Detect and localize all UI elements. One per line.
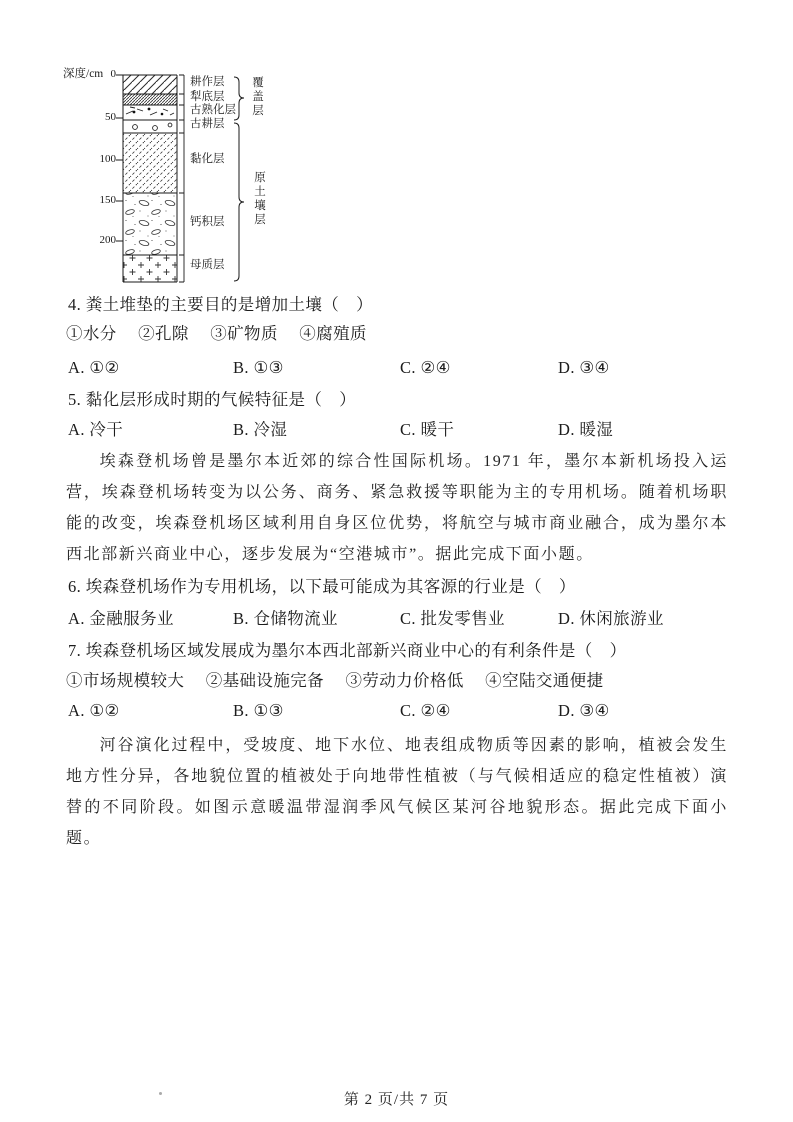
layer-label-plow-pan: 犁底层	[190, 91, 225, 103]
layer-label-calcic: 钙积层	[190, 216, 225, 228]
q4-option-b: B. ①③	[233, 358, 284, 377]
soil-profile-figure	[60, 58, 300, 292]
q4-option-a: A. ①②	[68, 358, 120, 377]
depth-tick-150: 150	[99, 194, 116, 206]
q7-option-d: D. ③④	[558, 701, 610, 720]
question-5-stem: 5. 黏化层形成时期的气候特征是（ ）	[68, 390, 357, 409]
layer-label-cultivated: 耕作层	[190, 76, 225, 88]
q4-option-d: D. ③④	[558, 358, 610, 377]
question-6-stem: 6. 埃森登机场作为专用机场，以下最可能成为其客源的行业是（ ）	[68, 577, 576, 596]
q7-option-a: A. ①②	[68, 701, 120, 720]
q5-option-a: A. 冷干	[68, 420, 124, 439]
page-number-footer: 第 2 页/共 7 页	[343, 1092, 450, 1108]
layer-rect-calcic	[123, 193, 177, 255]
original-soil-brace	[234, 123, 244, 281]
layer-label-parent-material: 母质层	[190, 259, 225, 271]
question-6-options	[68, 609, 728, 629]
depth-tick-50: 50	[105, 111, 116, 123]
group-label-cover-layer: 覆盖层	[251, 76, 263, 118]
label-rail	[179, 75, 184, 282]
group-label-original-soil: 原土壤层	[253, 171, 265, 227]
layer-label-ancient-cultivated: 古耕层	[190, 118, 225, 130]
q7-option-b: B. ①③	[233, 701, 284, 720]
layer-rect-cultivated	[123, 75, 177, 94]
depth-axis-label: 深度/cm	[63, 68, 104, 80]
material-airport-passage: 埃森登机场曾是墨尔本近郊的综合性国际机场。1971 年，墨尔本新机场投入运营，埃森登机场转变为以公务、商务、紧急救援等职能为主的专用机场。随着机场职能的改变，埃森登机场区域利用自身区位优势，将航空与城市商业融合，成为墨尔本西北部新兴商业中心，逐步发展为“空港城市”。据此完成下面小题。	[66, 453, 728, 563]
q5-option-d: D. 暖湿	[558, 420, 614, 439]
question-7-options	[68, 701, 728, 721]
depth-tick-100: 100	[99, 153, 116, 165]
depth-ticks	[116, 75, 123, 241]
layer-rect-plow-pan	[123, 94, 177, 105]
question-4-sub-items: ①水分 ②孔隙 ③矿物质 ④腐殖质	[66, 324, 367, 343]
question-7-sub-items: ①市场规模较大 ②基础设施完备 ③劳动力价格低 ④空陆交通便捷	[66, 671, 604, 690]
layer-rect-clayified	[123, 133, 177, 193]
depth-tick-200: 200	[99, 234, 116, 246]
q6-option-d: D. 休闲旅游业	[558, 609, 664, 628]
q5-option-c: C. 暖干	[400, 420, 455, 439]
q4-option-c: C. ②④	[400, 358, 451, 377]
q6-option-a: A. 金融服务业	[68, 609, 174, 628]
q6-option-c: C. 批发零售业	[400, 609, 505, 628]
layer-label-ancient-matured: 古熟化层	[190, 104, 236, 116]
layer-rect-parent-material	[123, 255, 177, 282]
q6-option-b: B. 仓储物流业	[233, 609, 338, 628]
material-valley-passage: 河谷演化过程中，受坡度、地下水位、地表组成物质等因素的影响，植被会发生地方性分异，各地貌位置的植被处于向地带性植被（与气候相适应的稳定性植被）演替的不同阶段。如图示意暖温带湿润季风气候区某河谷地貌形态。据此完成下面小题。	[66, 737, 728, 847]
layer-label-clayified: 黏化层	[190, 153, 225, 165]
question-5-options	[68, 420, 728, 440]
question-7-stem: 7. 埃森登机场区域发展成为墨尔本西北部新兴商业中心的有利条件是（ ）	[68, 641, 627, 660]
question-4-options	[68, 358, 728, 378]
question-4-stem: 4. 粪土堆垫的主要目的是增加土壤（ ）	[68, 295, 373, 314]
q7-option-c: C. ②④	[400, 701, 451, 720]
depth-tick-0: 0	[110, 68, 116, 80]
q5-option-b: B. 冷湿	[233, 420, 288, 439]
